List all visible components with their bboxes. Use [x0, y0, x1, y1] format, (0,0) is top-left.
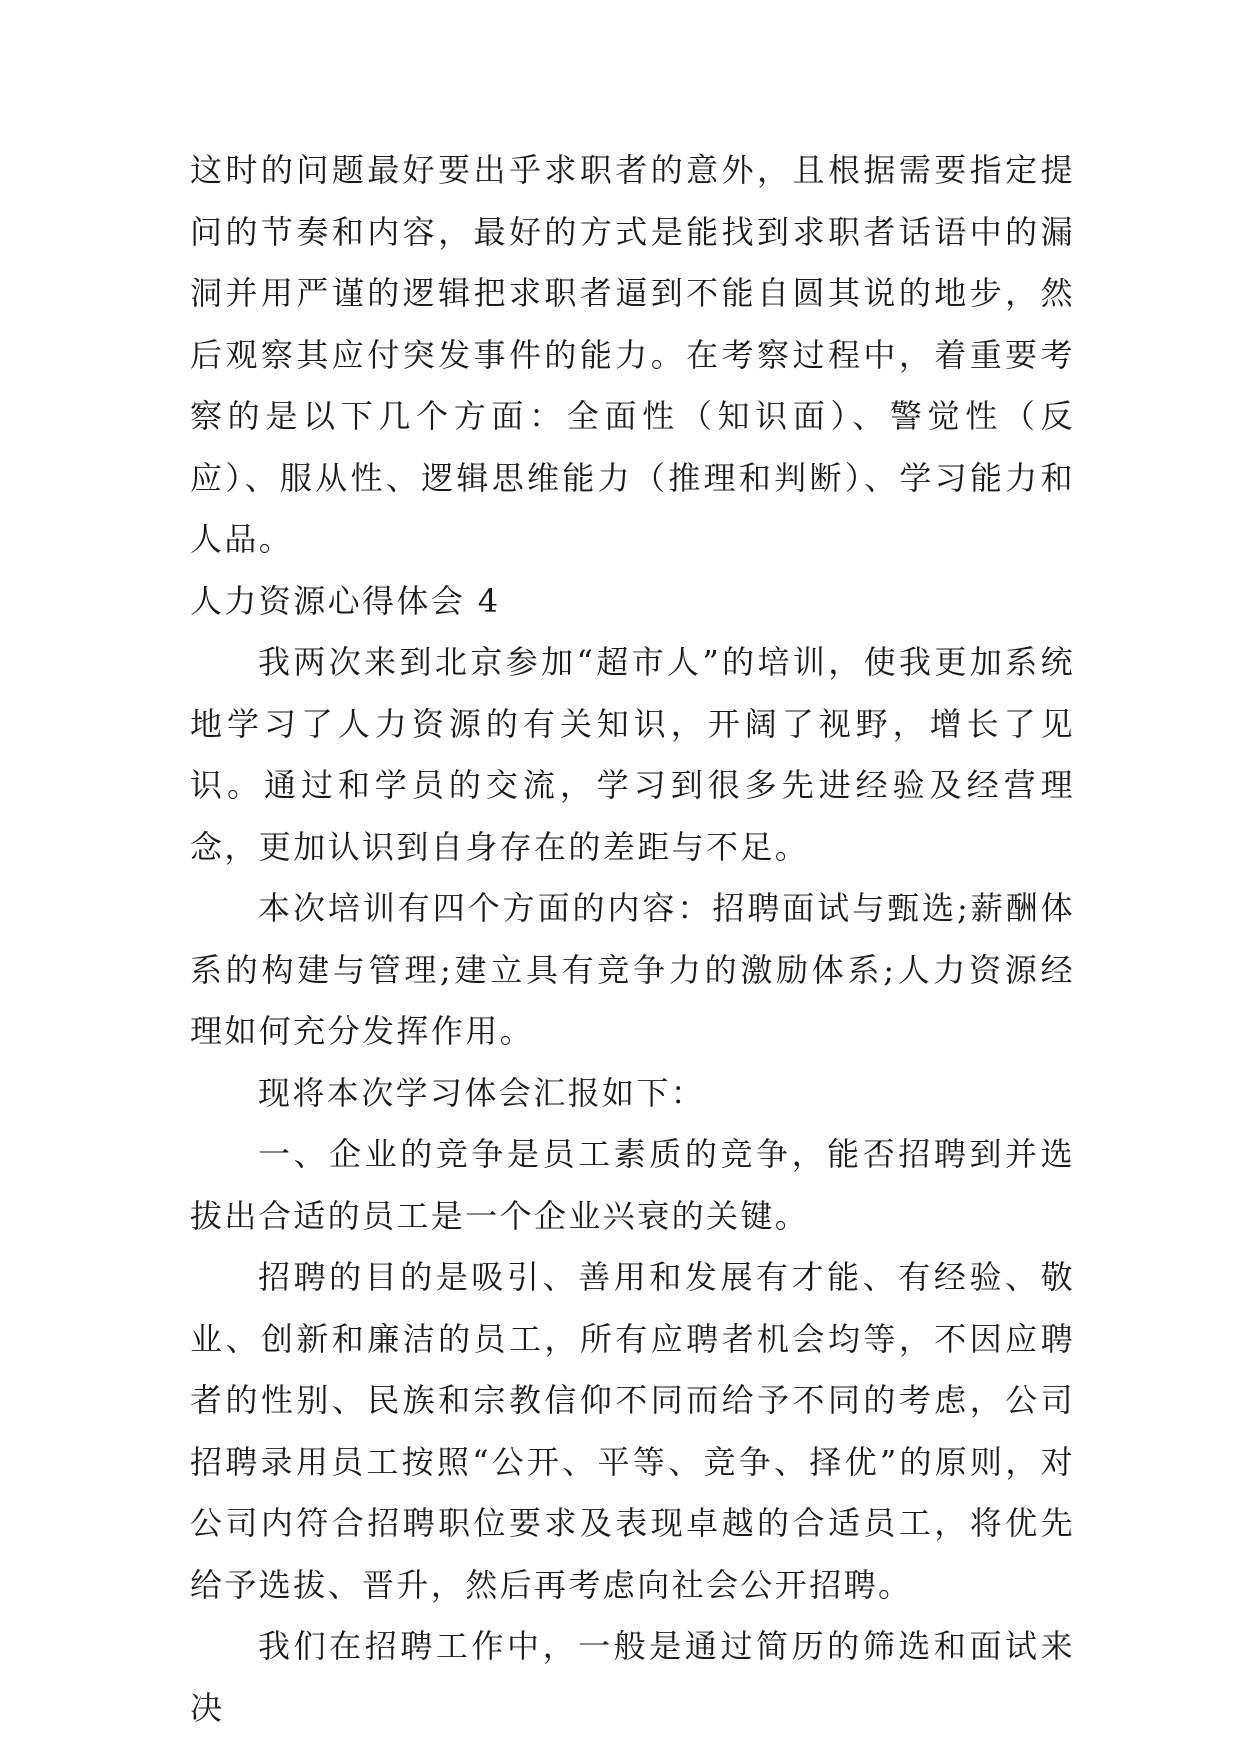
document-body [190, 140, 1075, 1739]
section-heading: 人力资源心得体会 4 [190, 581, 501, 620]
paragraph-interview-questions: 这时的问题最好要出乎求职者的意外，且根据需要指定提问的节奏和内容，最好的方式是能找到求职者话语中的漏洞并用严谨的逻辑把求职者逼到不能自圆其说的地步，然后观察其应付突发事件的能力。在考察过程中，着重要考察的是以下几个方面：全面性（知识面）、警觉性（反应）、服从性、逻辑思维能力（推理和判断）、学习能力和人品。 [190, 151, 1075, 558]
paragraph-training-intro: 我两次来到北京参加“超市人”的培训，使我更加系统地学习了人力资源的有关知识，开阔了视野，增长了见识。通过和学员的交流，学习到很多先进经验及经营理念，更加认识到自身存在的差距与不足。 [190, 643, 1075, 866]
paragraph-report-intro: 现将本次学习体会汇报如下： [258, 1073, 706, 1112]
paragraph-point-one: 一、企业的竞争是员工素质的竞争，能否招聘到并选拔出合适的员工是一个企业兴衰的关键。 [190, 1135, 1075, 1235]
paragraph-recruitment-purpose: 招聘的目的是吸引、善用和发展有才能、有经验、敬业、创新和廉洁的员工，所有应聘者机会均等，不因应聘者的性别、民族和宗教信仰不同而给予不同的考虑，公司招聘录用员工按照“公开、平等、竞争、择优”的原则，对公司内符合招聘职位要求及表现卓越的合适员工，将优先给予选拔、晋升，然后再考虑向社会公开招聘。 [190, 1258, 1075, 1604]
paragraph-recruitment-process: 我们在招聘工作中，一般是通过简历的筛选和面试来决 [190, 1627, 1075, 1727]
paragraph-training-content: 本次培训有四个方面的内容：招聘面试与甄选;薪酬体系的构建与管理;建立具有竞争力的激励体系;人力资源经理如何充分发挥作用。 [190, 889, 1075, 1050]
